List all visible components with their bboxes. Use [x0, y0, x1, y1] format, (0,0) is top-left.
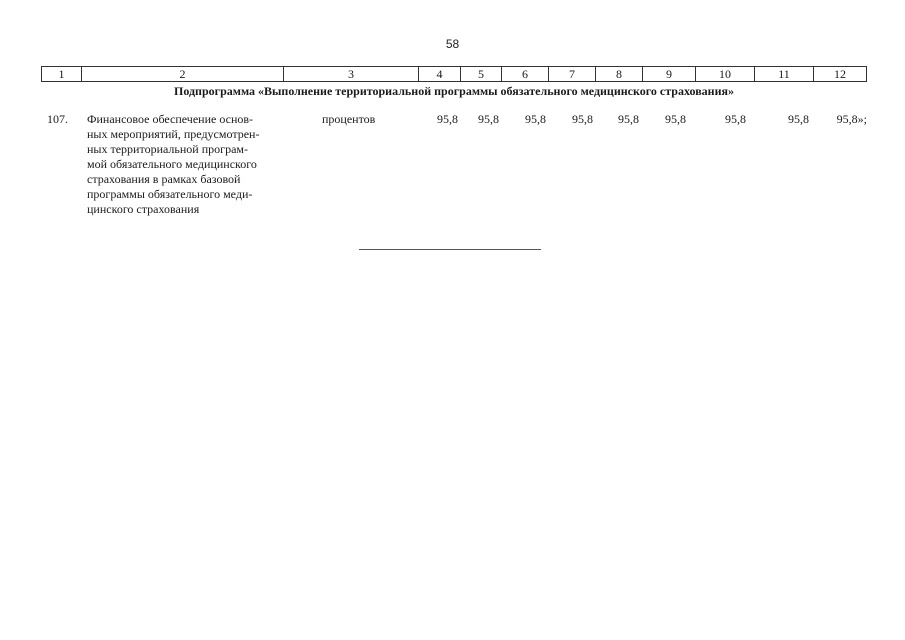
row-description-line: мой обязательного медицинского	[87, 157, 257, 171]
column-number-9: 9	[642, 67, 695, 81]
row-description	[87, 112, 277, 217]
column-number-header-row	[41, 66, 867, 82]
column-number-4: 4	[418, 67, 460, 81]
row-unit: процентов	[322, 112, 376, 126]
row-number: 107.	[47, 112, 68, 126]
row-value-col7: 95,8	[572, 112, 593, 126]
column-number-3: 3	[283, 67, 418, 81]
page-number: 58	[445, 37, 460, 51]
column-number-1: 1	[41, 67, 81, 81]
row-value-col10: 95,8	[725, 112, 746, 126]
column-number-5: 5	[460, 67, 501, 81]
row-value-col12: 95,8»;	[836, 112, 867, 126]
row-value-col5: 95,8	[478, 112, 499, 126]
column-number-7: 7	[548, 67, 595, 81]
row-description-line: ных территориальной програм-	[87, 142, 248, 156]
column-number-12: 12	[813, 67, 867, 81]
row-value-col8: 95,8	[618, 112, 639, 126]
row-value-col6: 95,8	[525, 112, 546, 126]
row-value-col9: 95,8	[665, 112, 686, 126]
closing-rule	[359, 249, 541, 250]
column-number-8: 8	[595, 67, 642, 81]
column-number-2: 2	[81, 67, 283, 81]
subprogram-title: Подпрограмма «Выполнение территориальной программы обязательного медицинского страхования»	[174, 84, 734, 98]
row-description-line: программы обязательного меди-	[87, 187, 253, 201]
column-number-11: 11	[754, 67, 813, 81]
row-description-line: ных мероприятий, предусмотрен-	[87, 127, 260, 141]
row-description-line: Финансовое обеспечение основ-	[87, 112, 254, 126]
column-number-6: 6	[501, 67, 548, 81]
row-description-line: цинского страхования	[87, 202, 200, 216]
row-value-col4: 95,8	[437, 112, 458, 126]
row-value-col11: 95,8	[788, 112, 809, 126]
column-number-10: 10	[695, 67, 754, 81]
row-description-line: страхования в рамках базовой	[87, 172, 241, 186]
